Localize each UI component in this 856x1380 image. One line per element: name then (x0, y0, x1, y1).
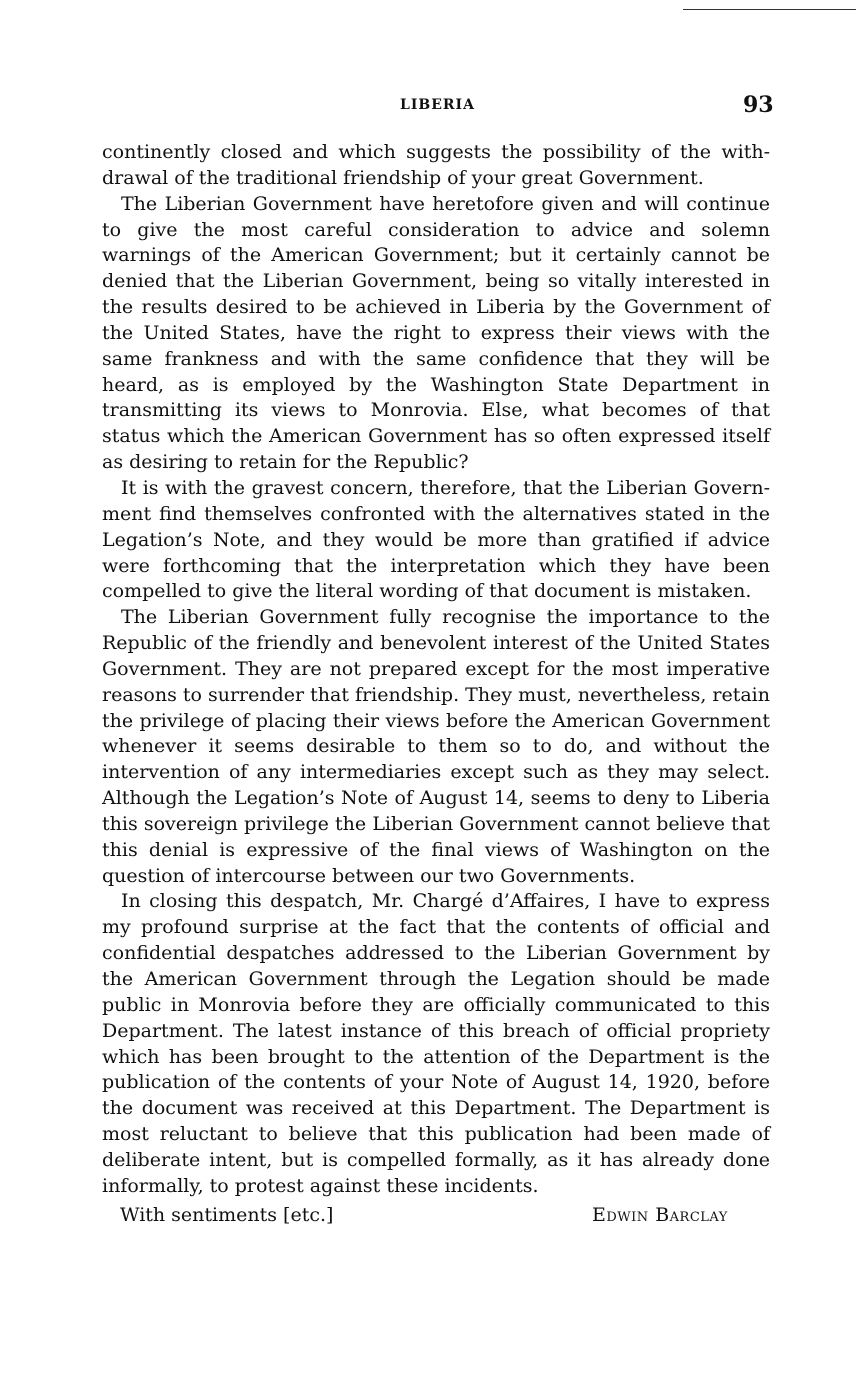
paragraph: The Liberian Government have heretofore given and will continue to give the most careful consideration to advice and solemn warnings of the American Government; but it certainly cannot be denied that the Liberian Government, being so vitally interested in the results desired to be achieved in Liberia by the Government of the United States, have the right to express their views with the same frankness and with the same confidence that they will be heard, as is employed by the Washington State Department in transmitting its views to Monrovia. Else, what becomes of that status which the American Government has so often expressed itself as desiring to retain for the Republic? (102, 192, 770, 474)
closing-line (102, 1202, 770, 1228)
paragraph: The Liberian Government fully recognise the importance to the Republic of the friendly and benevolent interest of the United States Government. They are not prepared except for the most imperative reasons to surrender that friendship. They must, nevertheless, retain the privilege of placing their views before the American Government whenever it seems desirable to them so to do, and without the intervention of any intermediaries except such as they may select. Although the Legation’s Note of August 14, seems to deny to Liberia this sovereign privilege the Liberian Government cannot believe that this denial is expressive of the final views of Washington on the question of intercourse between our two Governments. (102, 606, 770, 887)
page-number: 93 (743, 92, 774, 118)
closing-salutation: With sentiments [etc.] (120, 1203, 334, 1226)
running-title: LIBERIA (400, 97, 475, 113)
top-edge-rule (683, 9, 856, 10)
document-body (102, 140, 770, 1228)
paragraph-continuation: continently closed and which suggests the possibility of the withdrawal of the traditional friendship of your great Government. (102, 141, 770, 189)
paragraph: In closing this despatch, Mr. Chargé d’Affaires, I have to express my profound surprise at the fact that the contents of official and confidential despatches addressed to the Liberian Government by the American Government through the Legation should be made public in Monrovia before they are officially communicated to this Department. The latest instance of this breach of official propriety which has been brought to the attention of the Department is the publication of the contents of your Note of August 14, 1920, before the document was received at this Department. The Department is most reluctant to believe that this publication had been made of deliberate intent, but is compelled formally, as it has already done informally, to protest against these incidents. (102, 890, 770, 1197)
paragraph: It is with the gravest concern, therefore, that the Liberian Government find themselves confronted with the alternatives stated in the Legation’s Note, and they would be more than gratified if advice were forthcoming that the interpretation which they have been compelled to give the literal wording of that document is mistaken. (102, 476, 770, 603)
signature: Edwin Barclay (592, 1203, 728, 1226)
running-header (0, 92, 856, 126)
